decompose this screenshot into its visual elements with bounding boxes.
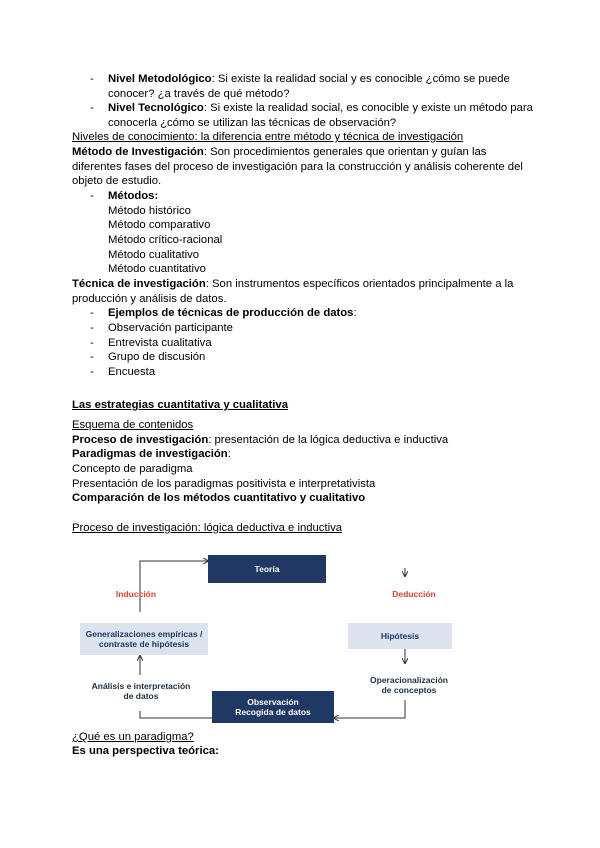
metodo-item: Método histórico: [108, 205, 191, 217]
tecnica-item: Entrevista cualitativa: [108, 337, 212, 349]
tecnica-definition: Técnica de investigación: Son instrumentos específicos orientados principalmente a la: [72, 278, 514, 290]
bullet-dash: -: [90, 73, 94, 85]
figure-heading: Proceso de investigación: lógica deductiva e inductiva: [72, 522, 343, 534]
diagram-label-induccion: Inducción: [115, 589, 157, 599]
bullet-dash: -: [90, 351, 94, 363]
bullet-nivel-metodologico-cont: conocer? ¿a través de qué método?: [108, 88, 290, 100]
bullet-dash: -: [90, 322, 94, 334]
metodos-label: Métodos:: [108, 190, 159, 202]
ejemplos-label: Ejemplos de técnicas de producción de datos:: [108, 307, 357, 319]
bullet-dash: -: [90, 366, 94, 378]
arrow-induccion-to-teoria: [140, 561, 208, 612]
bullet-nivel-tecnologico-cont: conocerla ¿cómo se utilizan las técnicas de observación?: [108, 117, 397, 129]
bullet-dash: -: [90, 337, 94, 349]
bullet-dash: -: [90, 190, 94, 202]
tecnica-item: Encuesta: [108, 366, 156, 378]
metodo-item: Método cualitativo: [108, 249, 200, 261]
bullet-dash: -: [90, 102, 94, 114]
question-paradigma: ¿Qué es un paradigma?: [72, 731, 194, 743]
metodo-item: Método comparativo: [108, 219, 211, 231]
bullet-dash: -: [90, 307, 94, 319]
esquema-paradigmas: Paradigmas de investigación:: [72, 448, 231, 460]
metodo-definition-cont2: objeto de estudio.: [72, 175, 162, 187]
esquema-heading: Esquema de contenidos: [72, 419, 194, 431]
bullet-nivel-tecnologico: Nivel Tecnológico: Si existe la realidad social, es conocible y existe un método para: [108, 102, 533, 114]
arrow-observacion-to-analisis: [140, 711, 212, 718]
tecnica-item: Observación participante: [108, 322, 233, 334]
metodo-item: Método cuantitativo: [108, 263, 206, 275]
diagram-label-deduccion: Deducción: [392, 589, 436, 599]
diagram-box-teoria: Teoría: [208, 555, 326, 583]
section-heading-niveles: Niveles de conocimiento: la diferencia entre método y técnica de investigación: [72, 131, 464, 143]
section-title-estrategias: Las estrategias cuantitativa y cualitativa: [72, 399, 288, 411]
research-process-diagram: [72, 543, 456, 725]
arrow-to-observacion: [334, 700, 405, 718]
metodo-definition-cont1: diferentes fases del proceso de investigación para la construcción y análisis coherente del: [72, 161, 523, 173]
tecnica-definition-cont: producción y análisis de datos.: [72, 293, 227, 305]
diagram-label-analisis: Análisis e interpretación de datos: [91, 681, 191, 701]
tecnica-item: Grupo de discusión: [108, 351, 206, 363]
esquema-concepto: Concepto de paradigma: [72, 463, 193, 475]
answer-paradigma: Es una perspectiva teórica:: [72, 745, 219, 757]
metodo-definition: Método de Investigación: Son procedimientos generales que orientan y guían las: [72, 146, 487, 158]
diagram-box-hipotesis: Hipótesis: [348, 623, 452, 649]
diagram-box-observacion: Observación Recogida de datos: [212, 691, 334, 723]
diagram-label-operacionalizacion: Operacionalización de conceptos: [370, 675, 448, 695]
diagram-box-generalizaciones: Generalizaciones empíricas / contraste de hipótesis: [80, 623, 208, 655]
esquema-proceso: Proceso de investigación: presentación de la lógica deductiva e inductiva: [72, 434, 449, 446]
bullet-nivel-metodologico: Nivel Metodológico: Si existe la realidad social y es conocible ¿cómo se puede: [108, 73, 510, 85]
esquema-comparacion: Comparación de los métodos cuantitativo y cualitativo: [72, 492, 366, 504]
esquema-presentacion: Presentación de los paradigmas positivista e interpretativista: [72, 478, 376, 490]
metodo-item: Método crítico-racional: [108, 234, 223, 246]
